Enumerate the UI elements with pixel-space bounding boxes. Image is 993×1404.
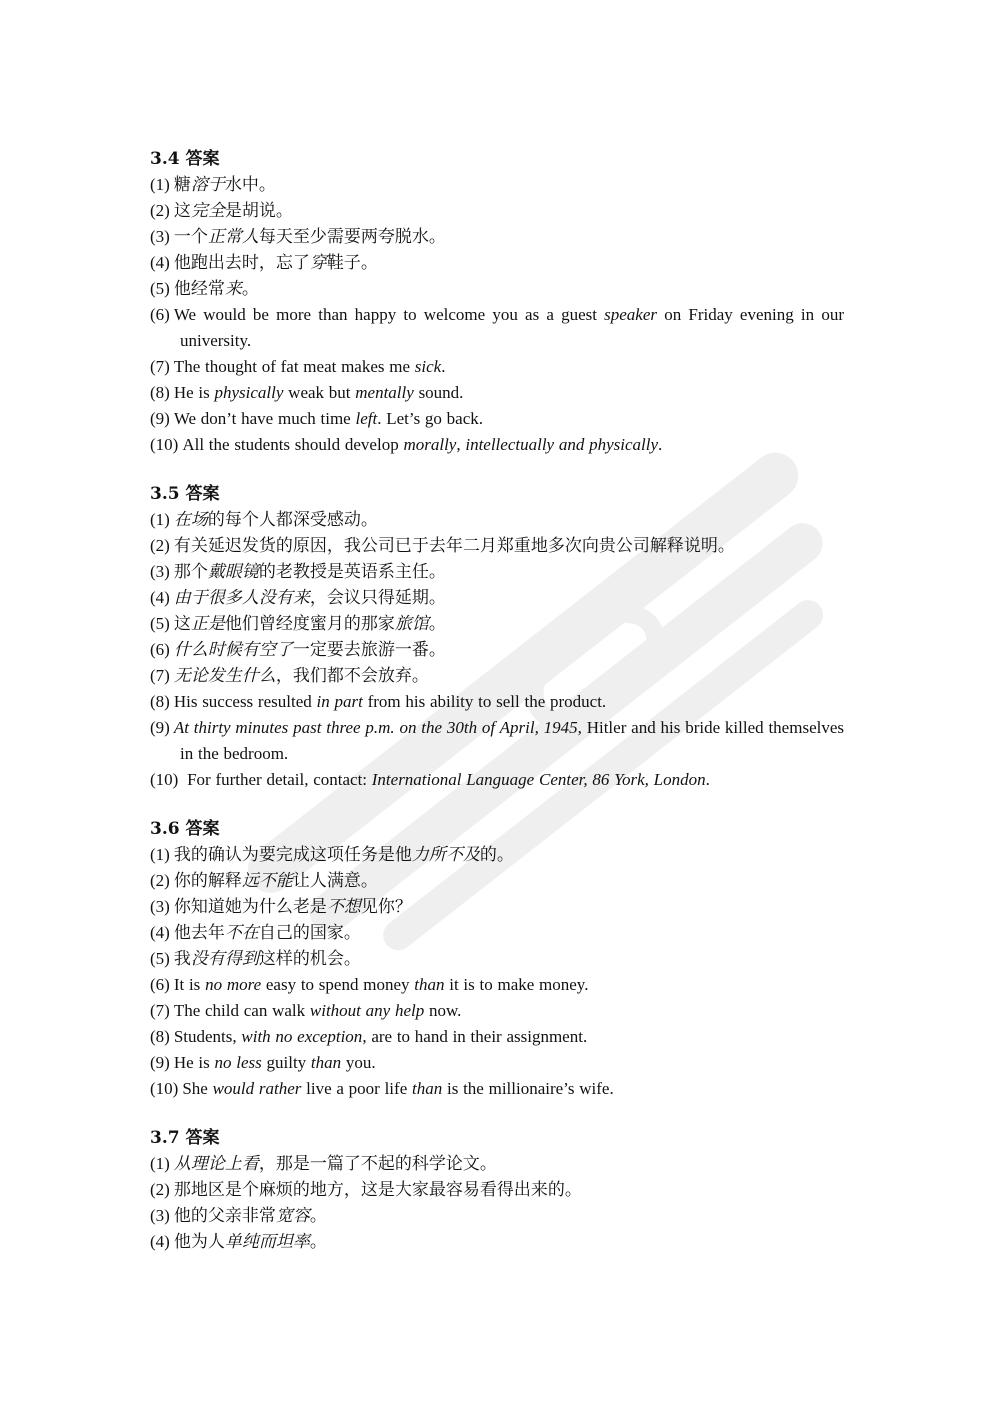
item-text: 的。 bbox=[479, 845, 514, 864]
item-text: 你的解释 bbox=[173, 871, 242, 890]
section-heading: 3.6 答案 bbox=[150, 819, 220, 839]
item-text: 我的确认为要完成这项任务是他 bbox=[173, 845, 412, 864]
item-text: 那个 bbox=[173, 562, 208, 581]
section-heading: 3.4 答案 bbox=[150, 149, 220, 169]
emphasized-text: sick bbox=[414, 357, 442, 376]
emphasized-text: than bbox=[310, 1053, 342, 1072]
item-text: live a poor life bbox=[301, 1079, 412, 1098]
emphasized-text: 旅馆 bbox=[394, 614, 429, 633]
emphasized-text: without any help bbox=[309, 1001, 425, 1020]
item-text: guilty bbox=[261, 1053, 311, 1072]
item-text: 这 bbox=[173, 614, 191, 633]
answer-item bbox=[150, 946, 844, 972]
answer-item bbox=[150, 1050, 844, 1076]
answer-item bbox=[150, 432, 844, 458]
answer-item bbox=[150, 1151, 844, 1177]
item-text: 。 bbox=[428, 614, 446, 633]
item-number: (10) bbox=[150, 770, 179, 789]
item-number: (4) bbox=[150, 253, 170, 272]
answer-item bbox=[150, 172, 844, 198]
emphasized-text: 在场 bbox=[173, 510, 208, 529]
item-text: 他去年 bbox=[173, 923, 225, 942]
item-text: We don’t have much time bbox=[173, 409, 356, 428]
item-number: (7) bbox=[150, 357, 170, 376]
item-number: (9) bbox=[150, 718, 170, 737]
emphasized-text: 无论发生什么 bbox=[173, 666, 276, 685]
emphasized-text: intellectually and physically bbox=[465, 435, 659, 454]
item-text: 是胡说。 bbox=[224, 201, 293, 220]
item-text: 自己的国家。 bbox=[258, 923, 361, 942]
item-text: 糖 bbox=[173, 175, 191, 194]
emphasized-text: no more bbox=[205, 975, 262, 994]
item-text: 的每个人都深受感动。 bbox=[207, 510, 378, 529]
answer-item bbox=[150, 224, 844, 250]
emphasized-text: 完全 bbox=[190, 201, 225, 220]
item-text: It is bbox=[173, 975, 206, 994]
item-text: 你知道她为什么老是 bbox=[173, 897, 327, 916]
item-number: (7) bbox=[150, 1001, 170, 1020]
item-number: (10) bbox=[150, 435, 179, 454]
item-text: His success resulted bbox=[173, 692, 317, 711]
item-text: . Let’s go back. bbox=[377, 409, 484, 428]
item-text: . bbox=[705, 770, 710, 789]
answer-item bbox=[150, 1076, 844, 1102]
item-text: For further detail, contact: bbox=[182, 770, 372, 789]
answer-item bbox=[150, 998, 844, 1024]
emphasized-text: 什么时候有空了 bbox=[173, 640, 293, 659]
answer-item bbox=[150, 715, 844, 767]
answer-item bbox=[150, 533, 844, 559]
item-text: is the millionaire’s wife. bbox=[442, 1079, 614, 1098]
item-text: 一定要去旅游一番。 bbox=[292, 640, 446, 659]
item-number: (3) bbox=[150, 227, 170, 246]
item-text: easy to spend money bbox=[261, 975, 415, 994]
answer-item bbox=[150, 276, 844, 302]
item-text: Students, bbox=[173, 1027, 242, 1046]
answer-section bbox=[150, 1125, 844, 1255]
item-number: (1) bbox=[150, 845, 170, 864]
emphasized-text: International Language Center, 86 York, London bbox=[371, 770, 706, 789]
item-number: (4) bbox=[150, 588, 170, 607]
answer-item bbox=[150, 611, 844, 637]
item-text: 有关延迟发货的原因，我公司已于去年二月郑重地多次向贵公司解释说明。 bbox=[173, 536, 735, 555]
emphasized-text: 由于很多人没有来 bbox=[173, 588, 310, 607]
answer-item bbox=[150, 585, 844, 611]
item-number: (4) bbox=[150, 923, 170, 942]
item-text: , are to hand in their assignment. bbox=[362, 1027, 588, 1046]
item-text: He is bbox=[173, 383, 215, 402]
item-number: (1) bbox=[150, 175, 170, 194]
item-number: (3) bbox=[150, 897, 170, 916]
emphasized-text: mentally bbox=[355, 383, 414, 402]
emphasized-text: 不在 bbox=[224, 923, 259, 942]
item-text: 他经常 bbox=[173, 279, 225, 298]
item-text: ，会议只得延期。 bbox=[309, 588, 446, 607]
item-text: 这 bbox=[173, 201, 191, 220]
item-number: (6) bbox=[150, 975, 170, 994]
item-number: (6) bbox=[150, 305, 170, 324]
item-number: (8) bbox=[150, 383, 170, 402]
answer-document bbox=[150, 146, 844, 1278]
item-text: 我 bbox=[173, 949, 191, 968]
item-text: All the students should develop bbox=[182, 435, 404, 454]
answer-section bbox=[150, 481, 844, 793]
item-number: (6) bbox=[150, 640, 170, 659]
emphasized-text: 来 bbox=[224, 279, 242, 298]
answer-item bbox=[150, 406, 844, 432]
item-text: . bbox=[658, 435, 663, 454]
item-text: now. bbox=[424, 1001, 462, 1020]
item-text: , Hitler and his bride killed themselves in the bedroom. bbox=[180, 718, 845, 763]
item-number: (5) bbox=[150, 279, 170, 298]
item-text: 。 bbox=[309, 1206, 327, 1225]
answer-section bbox=[150, 816, 844, 1102]
answer-item bbox=[150, 559, 844, 585]
emphasized-text: 不想 bbox=[326, 897, 361, 916]
emphasized-text: would rather bbox=[212, 1079, 302, 1098]
item-number: (9) bbox=[150, 409, 170, 428]
item-text: it is to make money. bbox=[444, 975, 589, 994]
emphasized-text: in part bbox=[316, 692, 363, 711]
item-text: She bbox=[182, 1079, 213, 1098]
answer-item bbox=[150, 507, 844, 533]
answer-item bbox=[150, 1177, 844, 1203]
item-text: 。 bbox=[309, 1232, 327, 1251]
answer-item bbox=[150, 198, 844, 224]
answer-item bbox=[150, 250, 844, 276]
emphasized-text: 正是 bbox=[190, 614, 225, 633]
answer-item bbox=[150, 637, 844, 663]
emphasized-text: 远不能 bbox=[241, 871, 293, 890]
section-heading: 3.7 答案 bbox=[150, 1128, 220, 1148]
emphasized-text: 正常人 bbox=[207, 227, 259, 246]
emphasized-text: than bbox=[414, 975, 445, 994]
answer-item bbox=[150, 354, 844, 380]
item-text: 他跑出去时，忘了 bbox=[173, 253, 310, 272]
emphasized-text: 戴眼镜 bbox=[207, 562, 259, 581]
emphasized-text: morally bbox=[403, 435, 457, 454]
item-number: (7) bbox=[150, 666, 170, 685]
item-number: (2) bbox=[150, 1180, 170, 1199]
item-text: ，那是一篇了不起的科学论文。 bbox=[258, 1154, 497, 1173]
item-number: (1) bbox=[150, 510, 170, 529]
answer-item bbox=[150, 972, 844, 998]
item-text: weak but bbox=[283, 383, 356, 402]
answer-item bbox=[150, 663, 844, 689]
item-text: 他为人 bbox=[173, 1232, 225, 1251]
item-number: (5) bbox=[150, 949, 170, 968]
item-text: . bbox=[441, 357, 446, 376]
item-number: (10) bbox=[150, 1079, 179, 1098]
item-text: 让人满意。 bbox=[292, 871, 378, 890]
item-text: you. bbox=[341, 1053, 376, 1072]
item-text: The thought of fat meat makes me bbox=[173, 357, 415, 376]
item-text: 鞋子。 bbox=[326, 253, 378, 272]
item-number: (3) bbox=[150, 1206, 170, 1225]
item-number: (8) bbox=[150, 1027, 170, 1046]
answer-section bbox=[150, 146, 844, 458]
emphasized-text: 从理论上看 bbox=[173, 1154, 259, 1173]
item-number: (2) bbox=[150, 536, 170, 555]
item-number: (3) bbox=[150, 562, 170, 581]
answer-item bbox=[150, 842, 844, 868]
item-text: from his ability to sell the product. bbox=[362, 692, 607, 711]
answer-item bbox=[150, 380, 844, 406]
item-text: 水中。 bbox=[224, 175, 276, 194]
item-text: ，我们都不会放弃。 bbox=[275, 666, 429, 685]
item-text: 一个 bbox=[173, 227, 208, 246]
item-number: (9) bbox=[150, 1053, 170, 1072]
item-number: (8) bbox=[150, 692, 170, 711]
item-text: on Friday evening in our university. bbox=[180, 305, 844, 350]
answer-item bbox=[150, 689, 844, 715]
emphasized-text: 宽容 bbox=[275, 1206, 310, 1225]
item-text: We would be more than happy to welcome you as a guest bbox=[173, 305, 605, 324]
item-text: 那地区是个麻烦的地方，这是大家最容易看得出来的。 bbox=[173, 1180, 582, 1199]
item-text: 。 bbox=[241, 279, 259, 298]
emphasized-text: 单纯而坦率 bbox=[224, 1232, 310, 1251]
emphasized-text: 溶于 bbox=[190, 175, 225, 194]
section-heading: 3.5 答案 bbox=[150, 484, 220, 504]
emphasized-text: with no exception bbox=[241, 1027, 363, 1046]
emphasized-text: physically bbox=[214, 383, 284, 402]
item-text: 他们曾经度蜜月的那家 bbox=[224, 614, 395, 633]
emphasized-text: no less bbox=[214, 1053, 262, 1072]
emphasized-text: At thirty minutes past three p.m. on the 30th of April, 1945 bbox=[173, 718, 578, 737]
item-text: 这样的机会。 bbox=[258, 949, 361, 968]
answer-item bbox=[150, 920, 844, 946]
item-text: sound. bbox=[413, 383, 464, 402]
item-text: , bbox=[456, 435, 466, 454]
item-text: 见你？ bbox=[360, 897, 412, 916]
item-number: (1) bbox=[150, 1154, 170, 1173]
item-number: (2) bbox=[150, 201, 170, 220]
emphasized-text: 力所不及 bbox=[411, 845, 480, 864]
answer-item bbox=[150, 1203, 844, 1229]
answer-item bbox=[150, 868, 844, 894]
emphasized-text: speaker bbox=[604, 305, 658, 324]
item-text: 的老教授是英语系主任。 bbox=[258, 562, 446, 581]
emphasized-text: 没有得到 bbox=[190, 949, 259, 968]
answer-item bbox=[150, 894, 844, 920]
item-number: (2) bbox=[150, 871, 170, 890]
item-text: The child can walk bbox=[173, 1001, 310, 1020]
item-text: 他的父亲非常 bbox=[173, 1206, 276, 1225]
emphasized-text: 穿 bbox=[309, 253, 327, 272]
emphasized-text: than bbox=[412, 1079, 443, 1098]
answer-item bbox=[150, 1229, 844, 1255]
item-text: He is bbox=[173, 1053, 215, 1072]
answer-item bbox=[150, 767, 844, 793]
item-text: 每天至少需要两夸脱水。 bbox=[258, 227, 446, 246]
item-number: (4) bbox=[150, 1232, 170, 1251]
answer-item bbox=[150, 1024, 844, 1050]
item-number: (5) bbox=[150, 614, 170, 633]
emphasized-text: left bbox=[355, 409, 378, 428]
answer-item bbox=[150, 302, 844, 354]
